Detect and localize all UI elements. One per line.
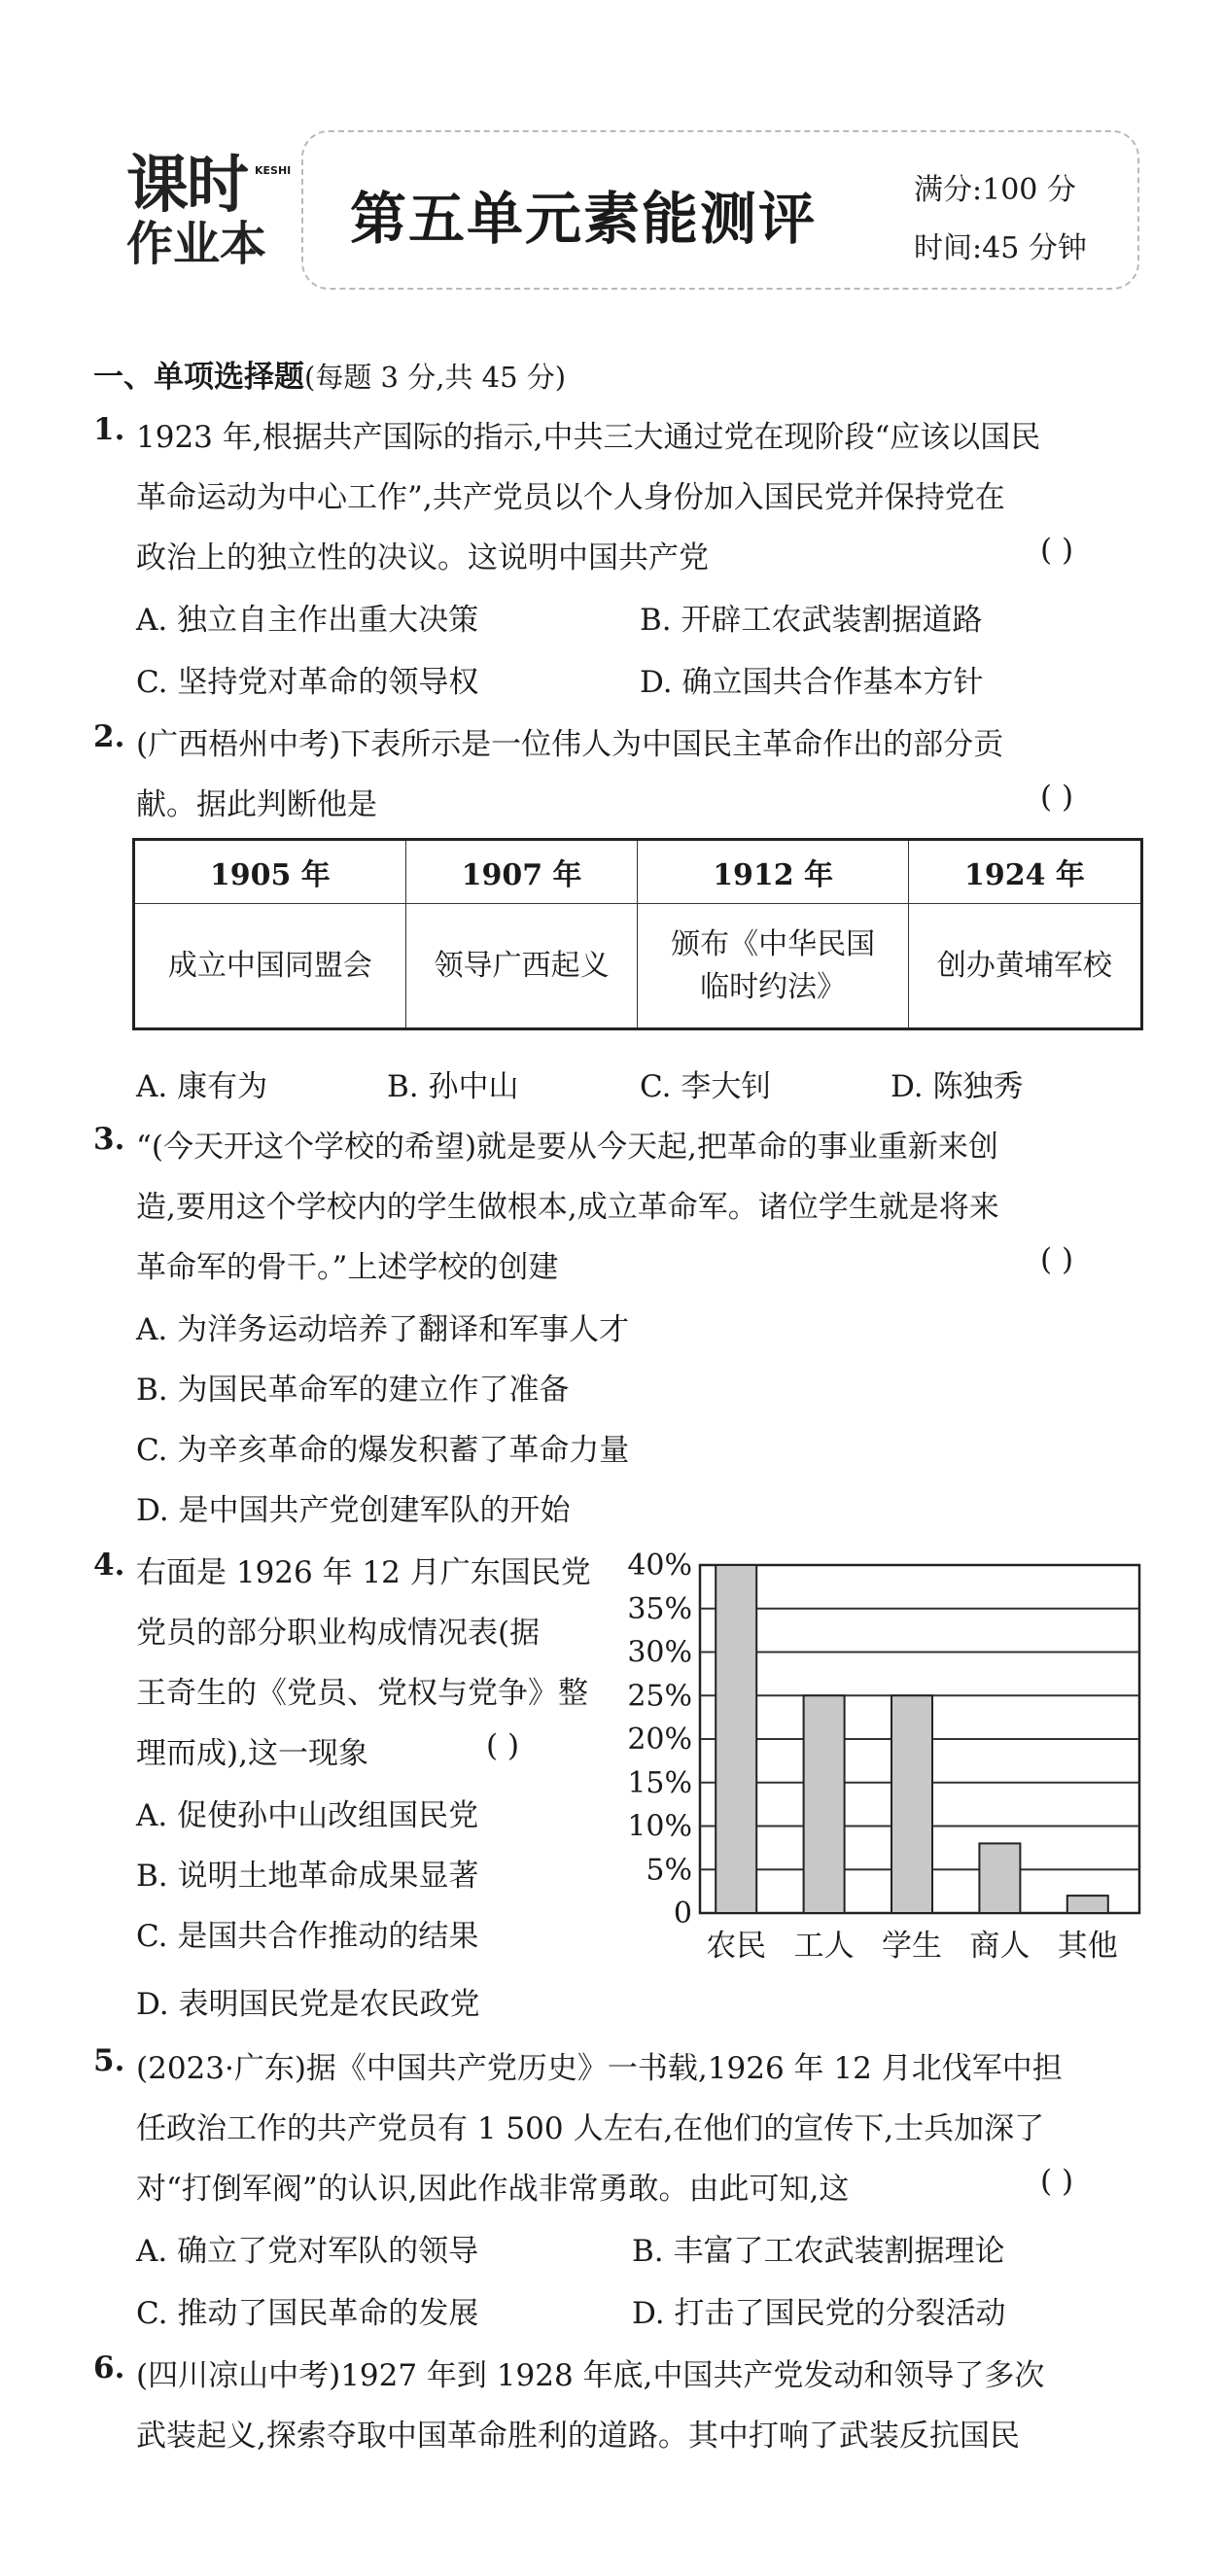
question-text: (广西梧州中考)下表所示是一位伟人为中国民主革命作出的部分贡 xyxy=(136,727,1004,762)
y-tick-label: 15% xyxy=(627,1765,692,1800)
table-cell: 成立中国同盟会 xyxy=(134,904,406,1029)
answer-bracket[interactable]: ( ) xyxy=(1040,533,1074,568)
question-number: 2. xyxy=(93,719,125,754)
y-tick-label: 35% xyxy=(627,1591,692,1626)
option-b[interactable]: B. 开辟工农武装割据道路 xyxy=(640,603,983,638)
logo xyxy=(126,150,292,280)
y-tick-label: 40% xyxy=(627,1549,692,1583)
question-text: 任政治工作的共产党员有 1 500 人左右,在他们的宣传下,士兵加深了 xyxy=(136,2111,1045,2146)
table-header: 1912 年 xyxy=(638,840,908,904)
x-tick-label: 工人 xyxy=(793,1929,855,1964)
option-a[interactable]: A. 独立自主作出重大决策 xyxy=(136,603,479,638)
option-a[interactable]: A. 确立了党对军队的领导 xyxy=(136,2234,479,2269)
option-b[interactable]: B. 为国民革命军的建立作了准备 xyxy=(136,1373,570,1408)
question-text: (四川凉山中考)1927 年到 1928 年底,中国共产党发动和领导了多次 xyxy=(136,2358,1045,2393)
answer-bracket[interactable]: ( ) xyxy=(1040,1242,1074,1277)
option-a[interactable]: A. 促使孙中山改组国民党 xyxy=(136,1798,479,1833)
question-text: 右面是 1926 年 12 月广东国民党 xyxy=(136,1555,591,1590)
contribution-table xyxy=(132,838,1143,1030)
question-text: “(今天开这个学校的希望)就是要从今天起,把革命的事业重新来创 xyxy=(136,1130,998,1165)
question-text: 革命运动为中心工作”,共产党员以个人身份加入国民党并保持党在 xyxy=(136,480,1005,515)
question-text: 1923 年,根据共产国际的指示,中共三大通过党在现阶段“应该以国民 xyxy=(136,420,1041,455)
y-tick-label: 10% xyxy=(627,1809,692,1844)
question-text: 对“打倒军阀”的认识,因此作战非常勇敢。由此可知,这 xyxy=(136,2172,850,2207)
table-cell: 颁布《中华民国 临时约法》 xyxy=(638,904,908,1029)
section-title: 一、单项选择题 xyxy=(93,360,304,395)
option-c[interactable]: C. 李大钊 xyxy=(640,1069,772,1104)
y-tick-label: 20% xyxy=(627,1723,692,1757)
question-number: 5. xyxy=(93,2043,125,2078)
full-score: 满分:100 分 xyxy=(914,173,1076,207)
table-header: 1907 年 xyxy=(405,840,638,904)
question-text: 王奇生的《党员、党权与党争》整 xyxy=(136,1676,588,1711)
table-header: 1924 年 xyxy=(908,840,1141,904)
table-cell: 创办黄埔军校 xyxy=(908,904,1141,1029)
option-c[interactable]: C. 推动了国民革命的发展 xyxy=(136,2296,479,2331)
exam-time: 时间:45 分钟 xyxy=(914,231,1087,265)
answer-bracket[interactable]: ( ) xyxy=(486,1728,520,1763)
logo-line1: 课时 xyxy=(126,150,247,222)
question-text: 造,要用这个学校内的学生做根本,成立革命军。诸位学生就是将来 xyxy=(136,1190,999,1225)
table-row xyxy=(134,904,1142,1029)
answer-bracket[interactable]: ( ) xyxy=(1040,780,1074,815)
y-tick-label: 30% xyxy=(627,1635,692,1670)
x-tick-label: 商人 xyxy=(969,1929,1031,1964)
question-number: 6. xyxy=(93,2350,125,2385)
question-text: 革命军的骨干。”上述学校的创建 xyxy=(136,1250,559,1285)
occupation-bar-chart xyxy=(603,1544,1157,1971)
option-d[interactable]: D. 陈独秀 xyxy=(891,1069,1024,1104)
logo-vertical-text: KESHI xyxy=(255,164,292,177)
table-header: 1905 年 xyxy=(134,840,406,904)
bar xyxy=(804,1695,845,1913)
page-title: 第五单元素能测评 xyxy=(350,186,818,252)
section-note: (每题 3 分,共 45 分) xyxy=(304,361,567,394)
bar xyxy=(1067,1896,1108,1913)
y-tick-label: 25% xyxy=(627,1679,692,1714)
question-text: 理而成),这一现象 xyxy=(136,1736,368,1771)
x-tick-label: 学生 xyxy=(882,1929,942,1964)
bar xyxy=(891,1695,932,1913)
option-b[interactable]: B. 说明土地革命成果显著 xyxy=(136,1859,479,1894)
question-number: 1. xyxy=(93,412,125,447)
question-text: 政治上的独立性的决议。这说明中国共产党 xyxy=(136,540,709,575)
x-tick-label: 农民 xyxy=(706,1929,767,1964)
option-b[interactable]: B. 丰富了工农武装割据理论 xyxy=(632,2234,1005,2269)
option-d[interactable]: D. 确立国共合作基本方针 xyxy=(640,665,984,700)
x-tick-label: 其他 xyxy=(1057,1929,1118,1964)
option-a[interactable]: A. 为洋务运动培养了翻译和军事人才 xyxy=(136,1312,630,1347)
y-tick-label: 0 xyxy=(673,1897,692,1931)
option-d[interactable]: D. 表明国民党是农民政党 xyxy=(136,1987,480,2022)
option-a[interactable]: A. 康有为 xyxy=(136,1069,268,1104)
option-c[interactable]: C. 为辛亥革命的爆发积蓄了革命力量 xyxy=(136,1433,630,1468)
y-tick-label: 5% xyxy=(646,1853,692,1888)
question-text: 献。据此判断他是 xyxy=(136,787,377,822)
section-heading xyxy=(93,352,566,396)
bar xyxy=(716,1565,756,1913)
question-text: 党员的部分职业构成情况表(据 xyxy=(136,1616,541,1651)
question-number: 3. xyxy=(93,1122,125,1157)
table-cell: 领导广西起义 xyxy=(405,904,638,1029)
option-d[interactable]: D. 打击了国民党的分裂活动 xyxy=(632,2296,1006,2331)
bar xyxy=(979,1843,1020,1913)
question-text: (2023·广东)据《中国共产党历史》一书载,1926 年 12 月北伐军中担 xyxy=(136,2051,1063,2086)
table-header-row xyxy=(134,840,1142,904)
logo-line2: 作业本 xyxy=(126,217,267,271)
option-d[interactable]: D. 是中国共产党创建军队的开始 xyxy=(136,1493,571,1528)
question-text: 武装起义,探索夺取中国革命胜利的道路。其中打响了武装反抗国民 xyxy=(136,2419,1020,2454)
answer-bracket[interactable]: ( ) xyxy=(1040,2164,1074,2199)
option-c[interactable]: C. 坚持党对革命的领导权 xyxy=(136,665,479,700)
option-b[interactable]: B. 孙中山 xyxy=(387,1069,519,1104)
option-c[interactable]: C. 是国共合作推动的结果 xyxy=(136,1919,479,1954)
question-number: 4. xyxy=(93,1548,125,1583)
